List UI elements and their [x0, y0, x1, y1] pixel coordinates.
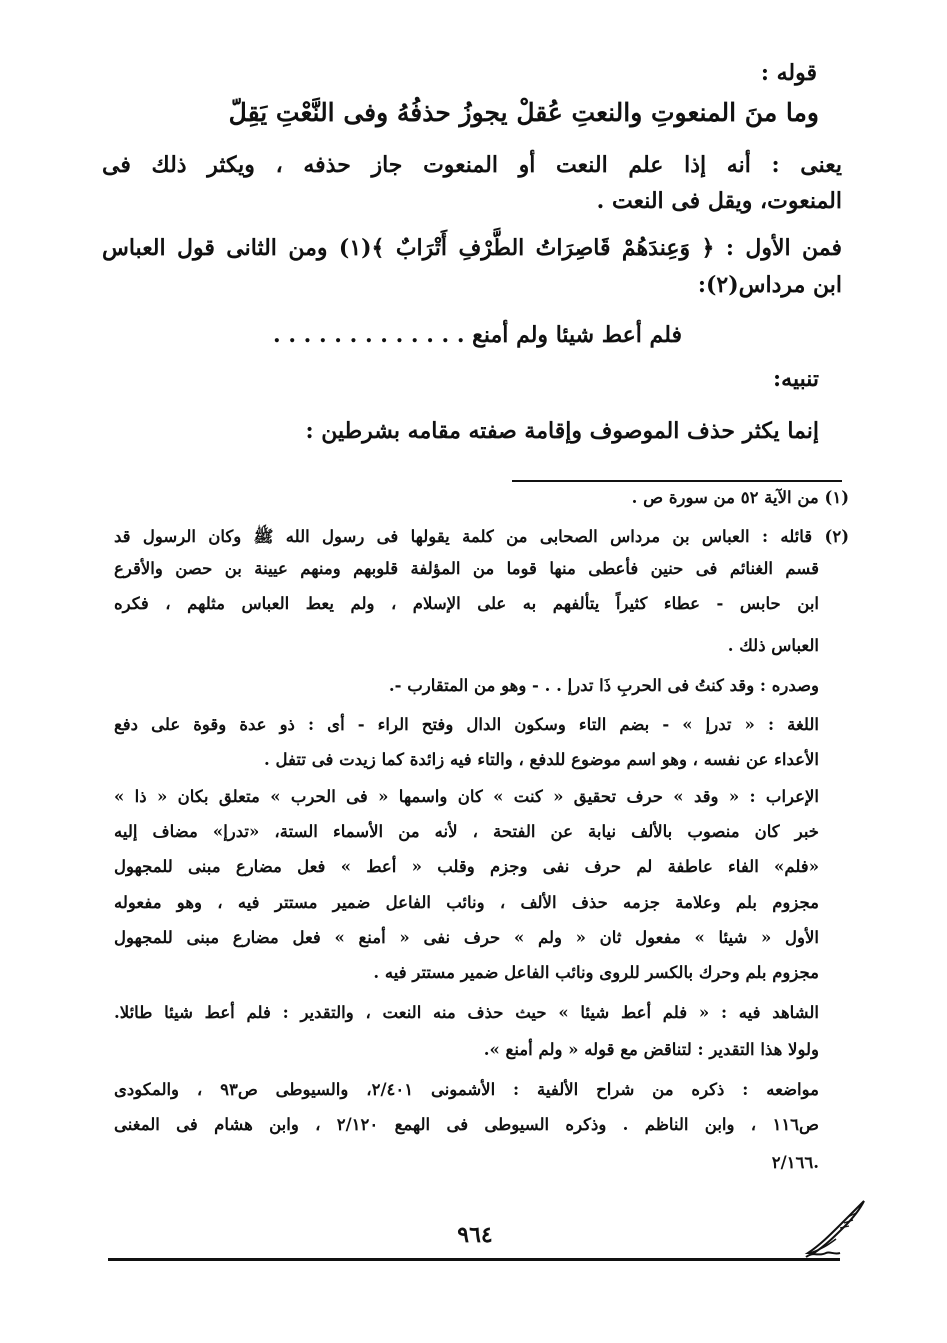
footnote-2-line-1: (٢) قائله : العباس بن مرداس الصحابى من كلمة يقولها فى رسول الله ﷺ وكان الرسول قد: [114, 527, 849, 546]
poetry-line: فلم أعط شيئا ولم أمنع . . . . . . . . . . . . .: [273, 322, 682, 348]
irab-line-1: الإعراب : « وقد » حرف تحقيق « كنت » كان واسمها « فى الحرب » متعلق بكان « ذا »: [114, 787, 819, 806]
footnote-2-line-2: قسم الغنائم فى حنين فأعطى منها قوما من المؤلفة قلوبهم ومنهم عيينة بن حصن والأقرع: [114, 559, 819, 578]
irab-line-2: خبر كان منصوب بالألف نيابة عن الفتحة ، لأنه من الأسماء الستة، «تدرإ» مضاف إليه: [114, 822, 819, 841]
example-line-2: ابن مرداس(٢):: [697, 272, 842, 298]
footer-rule: [108, 1258, 840, 1261]
shahid-line-1: الشاهد فيه : « فلم أعط شيئا » حيث حذف منه النعت ، والتقدير : فلم أعط شيئا طائلا.: [114, 1003, 819, 1022]
footnote-2-line-4: العباس ذلك .: [727, 636, 819, 655]
page-number: ٩٦٤: [457, 1222, 493, 1248]
verse-line: وما منَ المنعوتِ والنعتِ عُقلْ يجوزُ حذفُهُ وفى النَّعْتِ يَقِلّ: [228, 98, 819, 127]
irab-line-3: «فلم» الفاء عاطفة لم حرف نفى وجزم وقلب « أعط » فعل مضارع مبنى للمجهول: [114, 857, 819, 876]
label-qawluhu: قوله :: [760, 60, 817, 86]
explanation-line-2: المنعوت، ويقل فى النعت .: [596, 188, 842, 214]
footnote-1: (١) من الآية ٥٢ من سورة ص .: [631, 488, 849, 507]
irab-line-5: الأول « شيئا » مفعول ثان « ولم » حرف نفى « أمنع » فعل مضارع مبنى للمجهول: [114, 928, 819, 947]
tanbih-label: تنبيه:: [773, 366, 819, 392]
irab-line-6: مجزوم بلم وحرك بالكسر للروى ونائب الفاعل ضمير مستتر فيه .: [373, 963, 819, 982]
shahid-line-2: ولولا هذا التقدير : لتناقض مع قوله « ولم أمنع ».: [483, 1040, 819, 1059]
footnote-2-line-3: ابن حابس - عطاء كثيراً يتألفهم به على الإسلام ، ولم يعط العباس مثلهم ، فكره: [114, 594, 819, 613]
mawadi-line-3: ٢/١٦٦.: [771, 1153, 819, 1172]
mawadi-line-1: مواضعه : ذكره من شراح الألفية : الأشمونى ٢/٤٠١، والسيوطى ص٩٣ ، والمكودى: [114, 1080, 819, 1099]
lugha-line-1: اللغة : « تدرإ » - بضم التاء وسكون الدال وفتح الراء - أى : ذو عدة وقوة على دفع: [114, 715, 819, 734]
sadr-line: وصدره : وقد كنتُ فى الحربِ ذَا تدرإ . . - وهو من المتقارب -.: [388, 676, 819, 695]
example-line-1: فمن الأول : ﴿ وَعِندَهُمْ قَاصِرَاتُ الطَّرْفِ أَتْرَابٌ ﴾(١) ومن الثانى قول العباس: [102, 235, 843, 261]
footnote-separator: [512, 480, 842, 482]
tanbih-text: إنما يكثر حذف الموصوف وإقامة صفته مقامه بشرطين :: [305, 418, 819, 444]
explanation-line-1: يعنى : أنه إذا علم النعت أو المنعوت جاز حذفه ، ويكثر ذلك فى: [102, 152, 842, 178]
mawadi-line-2: ص١١٦ ، وابن الناظم . وذكره السيوطى فى الهمع ٢/١٢٠ ، وابن هشام فى المغنى: [114, 1115, 819, 1134]
irab-line-4: مجزوم بلم وعلامة جزمه حذف الألف ، ونائب الفاعل ضمير مستتر فيه ، وهو مفعوله: [114, 893, 819, 912]
lugha-line-2: الأعداء عن نفسه ، وهو اسم موضوع للدفع ، والتاء فيه زائدة كما زيدت فى تتفل .: [264, 750, 819, 769]
quill-pen-icon: [800, 1195, 870, 1265]
